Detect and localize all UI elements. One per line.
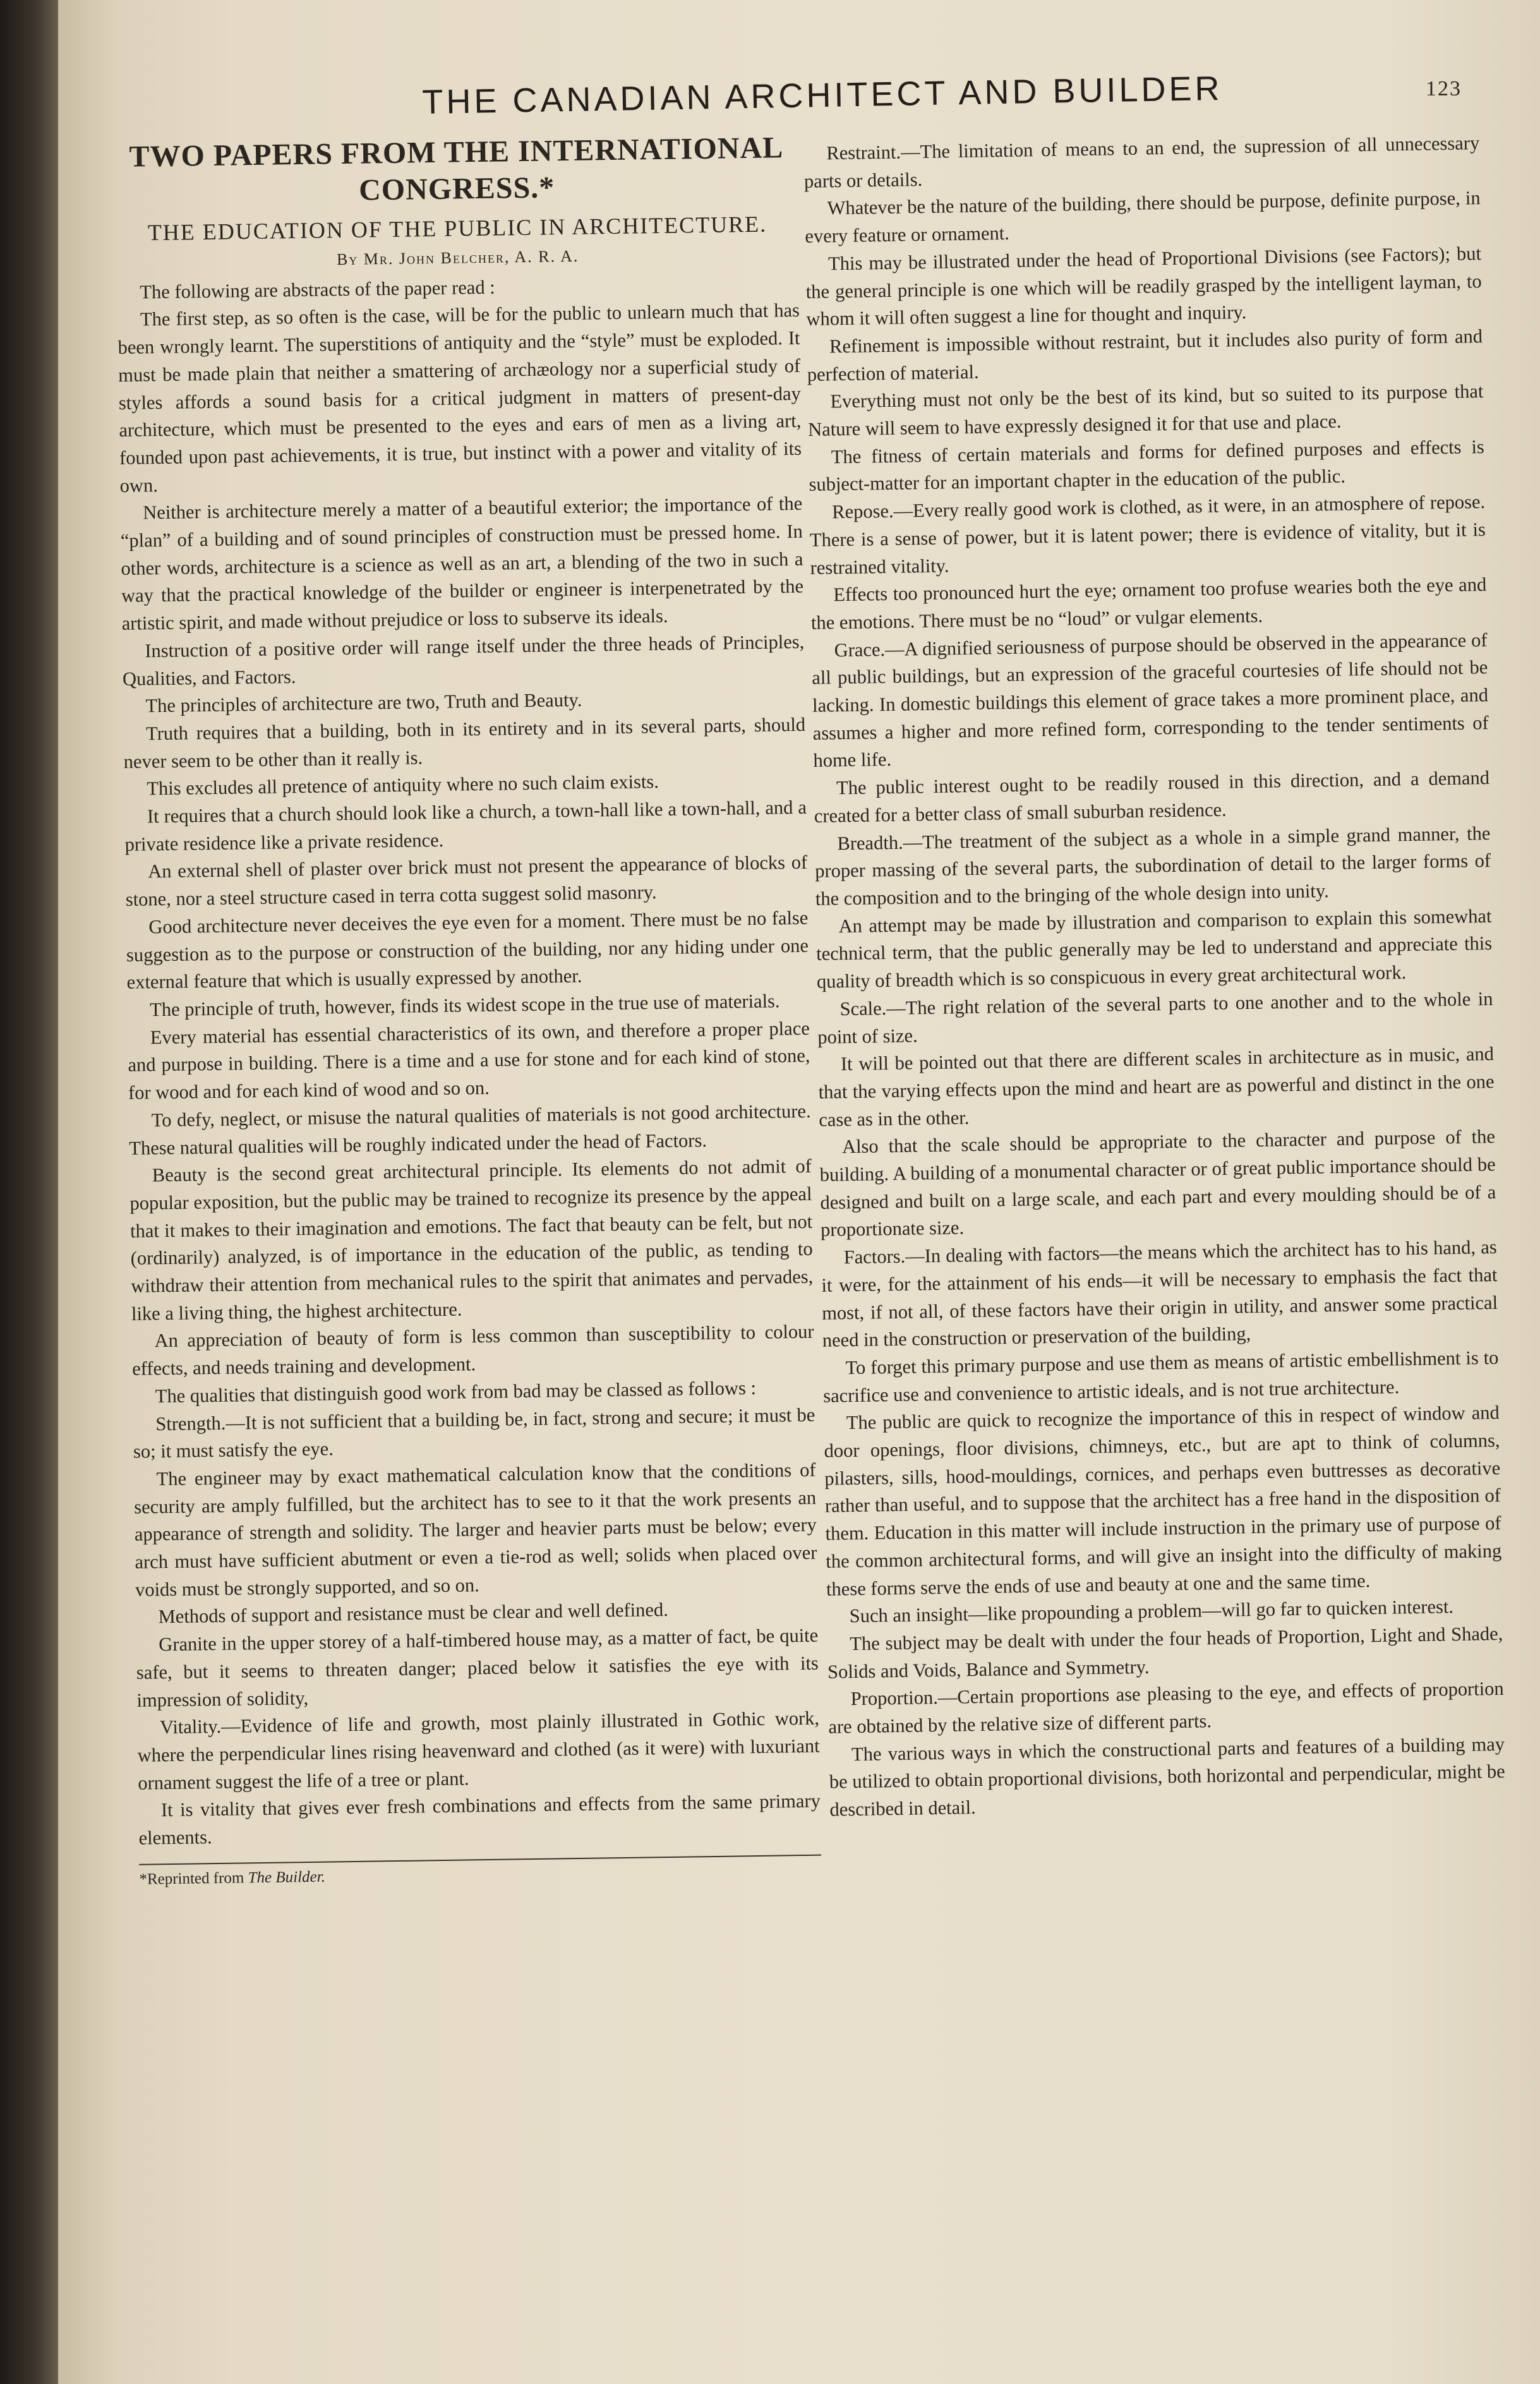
right-paragraphs — [803, 129, 1506, 1824]
book-gutter — [0, 0, 58, 2384]
page — [58, 0, 1540, 2384]
paragraph: The principle of truth, however, finds its widest scope in the true use of materials. — [150, 990, 780, 1021]
article-title: TWO PAPERS FROM THE INTERNATIONAL CONGRESS.* — [129, 131, 784, 207]
paragraph: The fitness of certain materials and forms for defined purposes and effects is subject-matter for an important chapter in the education of the public. — [809, 435, 1485, 496]
article-subtitle: THE EDUCATION OF THE PUBLIC IN ARCHITECTURE. — [147, 211, 767, 246]
paragraph: Also that the scale should be appropriate to the character and purpose of the building. A building of a monumental character or of great public importance should be designed and built on a large scale, and each part and every moulding should be of a proportionate size. — [819, 1126, 1496, 1241]
paragraph: The public are quick to recognize the importance of this in respect of window and door openings, floor divisions, chimneys, etc., but are apt to think of columns, pilasters, sills, hood-mouldings, cornices, and perhaps even buttresses as decorative rather than useful, and to suppose that the architect has a free hand in the disposition of them. Education in this matter will include instruction in the primary use of purpose of the common architectural forms, and will give an insight into the difficulty of making these forms serve the ends of use and beauty at one and the same time. — [824, 1402, 1502, 1600]
paragraph: An attempt may be made by illustration and comparison to explain this somewhat technical term, that the public generally may be led to understand and appreciate this quality of breadth which is so conspicuous in every great architectural work. — [815, 905, 1493, 992]
paragraph: The public interest ought to be readily roused in this direction, and a demand created for a better class of small suburban residence. — [814, 767, 1490, 827]
paragraph: Neither is architecture merely a matter of a beautiful exterior; the importance of the “plan” of a building and of sound principles of construction must be pressed home. In other words, architecture is a science as well as an art, a blending of the two in such a way that the practical knowledge of the builder or engineer is interpenetrated by the artistic spirit, and made without prejudice or loss to subserve its ideals. — [120, 493, 804, 635]
paragraph: Vitality.—Evidence of life and growth, most plainly illustrated in Gothic work, where the perpendicular lines rising heavenward and clothed (as it were) with luxuriant ornament suggest the life of a tree or plant. — [137, 1707, 820, 1794]
paragraph: The following are abstracts of the paper read : — [140, 276, 495, 303]
right-column — [803, 129, 1506, 1824]
paragraph: An appreciation of beauty of form is less common than susceptibility to colour effects, and needs training and development. — [131, 1321, 814, 1380]
paragraph: The first step, as so often is the case, will be for the public to unlearn much that has been wrongly learnt. The superstitions of antiquity and the “style” must be exploded. It must be made plain that neither a smattering of archæology nor a superficial study of styles affords a sound basis for a critical judgment in matters of present-day architecture, which must be presented to the eyes and ears of men as a living art, founded upon past achievements, it is true, but instinct with a power and vitality of its own. — [117, 299, 802, 497]
paragraph: It will be pointed out that there are different scales in architecture as in music, and that the varying effects upon the mind and heart are as powerful and distinct in the one case as in the other. — [818, 1043, 1495, 1131]
paragraph: The various ways in which the constructional parts and features of a building may be utilized to obtain proportional divisions, both horizontal and perpendicular, might be described in detail. — [829, 1733, 1505, 1821]
paragraph: Effects too pronounced hurt the eye; ornament too profuse wearies both the eye and the emotions. There must be no “loud” or vulgar elements. — [810, 574, 1487, 634]
left-paragraphs — [117, 270, 821, 1853]
paragraph: Beauty is the second great architectural principle. Its elements do not admit of popular exposition, but the public may be trained to recognize its presence by the appeal that it makes to their imagination and emotions. The fact that beauty can be felt, but not (ordinarily) analyzed, is of importance in the education of the public, as tending to withdraw their attention from mechanical rules to the spirit that animates and pervades, like a living thing, the highest architecture. — [129, 1155, 814, 1325]
paragraph: Whatever be the nature of the building, there should be purpose, definite purpose, in every feature or ornament. — [805, 187, 1481, 248]
page-number: 123 — [1426, 77, 1462, 100]
paragraph: Everything must not only be the best of its kind, but so suited to its purpose that Nature will seem to have expressly designed it for that use and place. — [807, 380, 1484, 440]
paragraph: Such an insight—like propounding a problem—will go far to quicken interest. — [849, 1596, 1454, 1627]
paragraph: Proportion.—Certain proportions ase pleasing to the eye, and effects of proportion are obtained by the relative size of different parts. — [828, 1678, 1504, 1738]
paragraph: Refinement is impossible without restraint, but it includes also purity of form and perfection of material. — [807, 325, 1483, 385]
paragraph: This excludes all pretence of antiquity where no such claim exists. — [147, 771, 659, 800]
paragraph: To defy, neglect, or misuse the natural qualities of materials is not good architecture. These natural qualities will be roughly indicated under the head of Factors. — [129, 1100, 811, 1159]
paragraph: An external shell of plaster over brick must not present the appearance of blocks of stone, nor a steel structure cased in terra cotta suggest solid masonry. — [125, 852, 808, 911]
paragraph: It requires that a church should look like a church, a town-hall like a town-hall, and a private residence like a private residence. — [124, 796, 807, 855]
paragraph: Granite in the upper storey of a half-timbered house may, as a matter of fact, be quite safe, but it seems to threaten danger; placed below it satisfies the eye with its impression of solidity, — [136, 1624, 819, 1711]
paragraph: The subject may be dealt with under the four heads of Proportion, Light and Shade, Solids and Voids, Balance and Symmetry. — [827, 1622, 1503, 1683]
left-column — [115, 129, 822, 1891]
paragraph: Repose.—Every really good work is clothed, as it were, in an atmosphere of repose. There is a sense of power, but it is latent power; there is evidence of vitality, but it is restrained vitality. — [809, 491, 1486, 579]
paragraph: It is vitality that gives ever fresh combinations and effects from the same primary elements. — [138, 1790, 821, 1849]
paragraph: Restraint.—The limitation of means to an end, the supression of all unnecessary parts or details. — [803, 132, 1480, 192]
footnote-source: The Builder. — [248, 1868, 326, 1887]
paragraph: The principles of architecture are two, Truth and Beauty. — [145, 689, 582, 717]
paragraph: Strength.—It is not sufficient that a building be, in fact, strong and secure; it must be so; it must satisfy the eye. — [133, 1404, 815, 1463]
paragraph: The qualities that distinguish good work from bad may be classed as follows : — [155, 1376, 757, 1407]
paragraph: Methods of support and resistance must be clear and well defined. — [158, 1599, 669, 1628]
footnote — [139, 1859, 821, 1890]
paragraph: To forget this primary purpose and use them as means of artistic embellishment is to sacrifice use and convenience to artistic ideals, and is not true architecture. — [822, 1346, 1499, 1407]
paragraph: This may be illustrated under the head of Proportional Divisions (see Factors); but the general principle is one which will be readily grasped by the intelligent layman, to whom it will often suggest a line for thought and inquiry. — [805, 242, 1482, 330]
paragraph: Grace.—A dignified seriousness of purpose should be observed in the appearance of all public buildings, but an expression of the graceful courtesies of life should not be lacking. In domestic buildings this element of grace takes a more prominent place, and assumes a higher and more refined form, corresponding to the tender sentiments of home life. — [812, 629, 1489, 772]
paragraph: Scale.—The right relation of the several parts to one another and to the whole in point of size. — [817, 987, 1493, 1048]
paragraph: Breadth.—The treatment of the subject as a whole in a simple grand manner, the proper massing of the several parts, the subordination of detail to the larger forms of the composition and to the bringing of the whole design into unity. — [814, 822, 1491, 910]
paragraph: Good architecture never deceives the eye even for a moment. There must be no false suggestion as to the purpose or construction of the building, nor any hiding under one external feature that which is usually expressed by another. — [126, 906, 809, 994]
paragraph: Truth requires that a building, both in its entirety and in its several parts, should never seem to be other than it really is. — [123, 713, 806, 773]
paragraph: Factors.—In dealing with factors—the means which the architect has to his hand, as it were, for the attainment of his ends—it will be necessary to emphasis the fact that most, if not all, of these factors have their origin in utility, and answer some practical need in the construction or preservation of the building, — [821, 1236, 1498, 1351]
paragraph: The engineer may by exact mathematical calculation know that the conditions of security are amply fulfilled, but the architect has to see to it that the work presents an appearance of strength and solidity. The larger and heavier parts must be below; every arch must have sufficient abutment or even a tie-rod as well; solids when placed over voids must be strongly supported, and so on. — [133, 1459, 817, 1601]
paragraph: Instruction of a positive order will range itself under the three heads of Principles, Qualities, and Factors. — [122, 630, 805, 690]
paragraph: Every material has essential characteristics of its own, and therefore a proper place and purpose in building. There is a time and a use for stone and for each kind of stone, for wood and for each kind of wood and so on. — [128, 1017, 810, 1104]
running-head: THE CANADIAN ARCHITECT AND BUILDER — [421, 69, 1224, 122]
byline: By Mr. John Belcher, A. R. A. — [336, 246, 579, 269]
footnote-prefix: *Reprinted from — [139, 1869, 248, 1888]
